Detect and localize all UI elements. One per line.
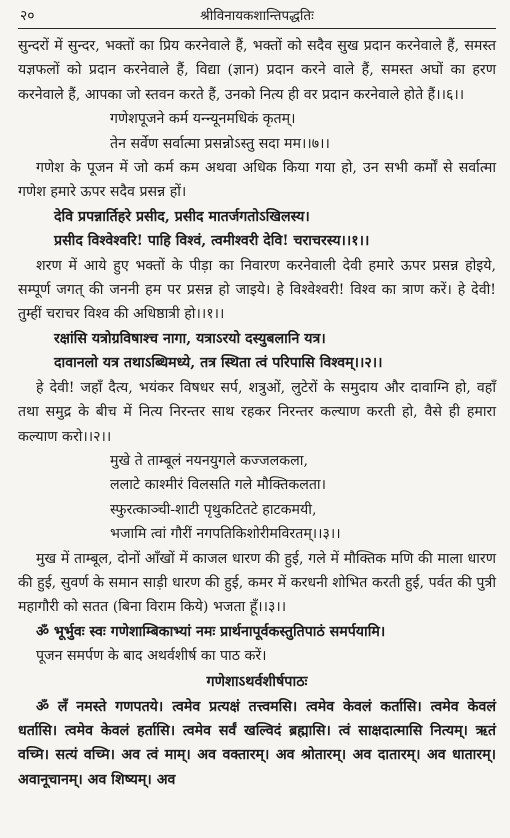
- paragraph: सुन्दरों में सुन्दर, भक्तों का प्रिय करनेवाले हैं, भक्तों को सदैव सुख प्रदान करनेवाले हैं, समस्त यज्ञफलों को प्रदान करनेवाले हैं, विद्या (ज्ञान) प्रदान करने वाले हैं, समस्त अघों का हरण करनेवाले हैं, आपका जो स्तवन करते हैं, उनको नित्य ही वर प्रदान करनेवाले होते हैं।।६।।: [18, 38, 496, 103]
- verse-line: भजामि त्वां गौरीं नगपतिकिशोरीमविरतम्।।३।।: [110, 526, 341, 543]
- section-heading: गणेशाऽथर्वशीर्षपाठः: [206, 672, 308, 690]
- paragraph: हे देवी! जहाँ दैत्य, भयंकर विषधर सर्प, शत्रुओं, लुटेरों के समुदाय और दावाग्नि हो, वहाँ तथा समुद्र के बीच में नित्य निरन्तर साथ रहकर निरन्तर कल्याण करती हो, वैसे ही हमारा कल्याण करो।।२।।: [18, 379, 496, 445]
- verse-line: गणेशपूजने कर्म यन्न्यूनमधिकं कृतम्।: [110, 111, 296, 128]
- paragraph: शरण में आये हुए भक्तों के पीड़ा का निवारण करनेवाली देवी हमारे ऊपर प्रसन्न होइये, सम्पूर्ण जगत् की जननी हम पर प्रसन्न हो जाइये। हे विश्वेश्वरी! विश्व का त्राण करें। हे देवी! तुम्हीं चराचर विश्व की अधिष्ठात्री हो।।१।।: [18, 257, 496, 323]
- running-title: श्रीविनायकशान्तिपद्धतिः: [200, 8, 314, 24]
- verse-line: तेन सर्वेण सर्वात्मा प्रसन्नोऽस्तु सदा मम।।७।।: [110, 135, 330, 152]
- verse: [18, 449, 496, 547]
- verse-line: ललाटे काश्मीरं विलसति गले मौक्तिकलता।: [110, 477, 326, 494]
- page-content: [18, 34, 496, 792]
- verse: [18, 205, 496, 254]
- verse: [18, 107, 496, 156]
- paragraph: ॐ लँ नमस्ते गणपतये। त्वमेव प्रत्यक्षं तत्त्वमसि। त्वमेव केवलं कर्तासि। त्वमेव केवलं धर्तासि। त्वमेव केवलं हर्तासि। त्वमेव सर्वं खल्विदं ब्रह्मासि। त्वं साक्षदात्मासि नित्यम्। ऋतं वच्मि। सत्यं वच्मि। अव त्वं माम्। अव वक्तारम्। अव श्रोतारम्। अव दातारम्। अव धातारम्। अवानूचानम्। अव शिष्यम्। अव: [18, 698, 496, 788]
- paragraph: पूजन समर्पण के बाद अथर्वशीर्ष का पाठ करें।: [36, 648, 267, 665]
- verse-line: स्फुरत्काञ्ची-शाटी पृथुकटितटे हाटकमयी,: [110, 501, 317, 518]
- paragraph: मुख में ताम्बूल, दोनों आँखों में काजल धारण की हुई, गले में मौक्तिक मणि की माला धारण की हुई, सुवर्ण के समान साड़ी धारण की हुई, कमर में करधनी शोभित करती हुई, पर्वत की पुत्री महागौरी को सतत (बिना विराम किये) भजता हूँ।।३।।: [18, 550, 496, 616]
- page-header: [18, 6, 496, 29]
- verse-line: प्रसीद विश्वेश्वरि! पाहि विश्वं, त्वमीश्वरी देवि! चराचरस्य।।१।।: [54, 233, 370, 250]
- verse-line: दावानलो यत्र तथाऽब्धिमध्ये, तत्र स्थिता त्वं परिपासि विश्वम्।।२।।: [54, 355, 383, 372]
- paragraph: गणेश के पूजन में जो कर्म कम अथवा अधिक किया गया हो, उन सभी कर्मों से सर्वात्मा गणेश हमारे ऊपर सदैव प्रसन्न हों।: [18, 160, 496, 201]
- verse-line: मुखे ते ताम्बूलं नयनयुगले कज्जलकला,: [110, 452, 308, 469]
- verse-line: देवि प्रपन्नार्तिहरे प्रसीद, प्रसीद मातर्जगतोऽखिलस्य।: [54, 208, 310, 225]
- verse-line: रक्षांसि यत्रोग्रविषाश्च नागा, यत्राऽरयो दस्युबलानि यत्र।: [54, 330, 326, 347]
- mantra: ॐ भूर्भुवः स्वः गणेशाम्बिकाभ्यां नमः प्रार्थनापूर्वकस्तुतिपाठं समर्पयामि।: [36, 623, 386, 640]
- verse: [18, 327, 496, 376]
- page-number: २०: [20, 8, 35, 24]
